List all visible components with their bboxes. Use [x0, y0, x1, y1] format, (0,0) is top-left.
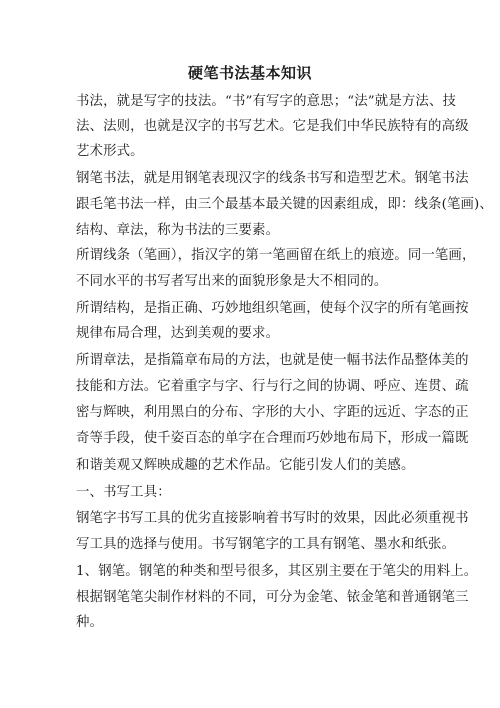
- text-line: 结构、章法，称为书法的三要素。: [76, 223, 280, 238]
- text-line: 法、法则，也就是汉字的书写艺术。它是我们中华民族特有的高级: [76, 119, 469, 134]
- text-line: 艺术形式。: [76, 144, 144, 159]
- document-title: 硬笔书法基本知识: [187, 64, 312, 82]
- text-line: 技能和方法。它着重字与字、行与行之间的协调、呼应、连贯、疏: [76, 379, 469, 394]
- text-line: 书法，就是写字的技法。“书”有写字的意思；“法”就是方法、技: [76, 94, 457, 109]
- text-line: 写工具的选择与使用。书写钢笔字的工具有钢笔、墨水和纸张。: [76, 537, 456, 552]
- text-line: 钢笔字书写工具的优劣直接影响着书写时的效果，因此必须重视书: [76, 511, 469, 526]
- text-line: 根据钢笔笔尖制作材料的不同，可分为金笔、铱金笔和普通钢笔三: [76, 590, 469, 605]
- text-line: 和谐美观又辉映成趣的艺术作品。它能引发人们的美感。: [76, 458, 415, 473]
- text-line: 奇等手段，使千姿百态的单字在合理而巧妙地布局下，形成一篇既: [76, 431, 469, 446]
- text-line: 不同水平的书写者写出来的面貌形象是大不相同的。: [76, 274, 388, 289]
- text-line: 密与辉映，利用黑白的分布、字形的大小、字距的远近、字态的正: [76, 405, 469, 420]
- text-line: 所谓章法，是指篇章布局的方法，也就是使一幅书法作品整体美的: [76, 353, 469, 368]
- text-line: 1、钢笔。钢笔的种类和型号很多，其区别主要在于笔尖的用料上。: [76, 564, 478, 579]
- section-heading: 一、书写工具：: [76, 485, 171, 500]
- text-line: 跟毛笔书法一样，由三个最基本最关键的因素组成，即：线条(笔画)、: [76, 197, 493, 212]
- text-line: 所谓结构，是指正确、巧妙地组织笔画，使每个汉字的所有笔画按: [76, 301, 469, 316]
- text-line: 种。: [76, 615, 104, 630]
- text-line: 钢笔书法，就是用钢笔表现汉字的线条书写和造型艺术。钢笔书法: [76, 171, 469, 186]
- text-line: 所谓线条（笔画），指汉字的第一笔画留在纸上的痕迹。同一笔画，: [76, 248, 476, 263]
- text-line: 规律布局合理，达到美观的要求。: [76, 326, 280, 341]
